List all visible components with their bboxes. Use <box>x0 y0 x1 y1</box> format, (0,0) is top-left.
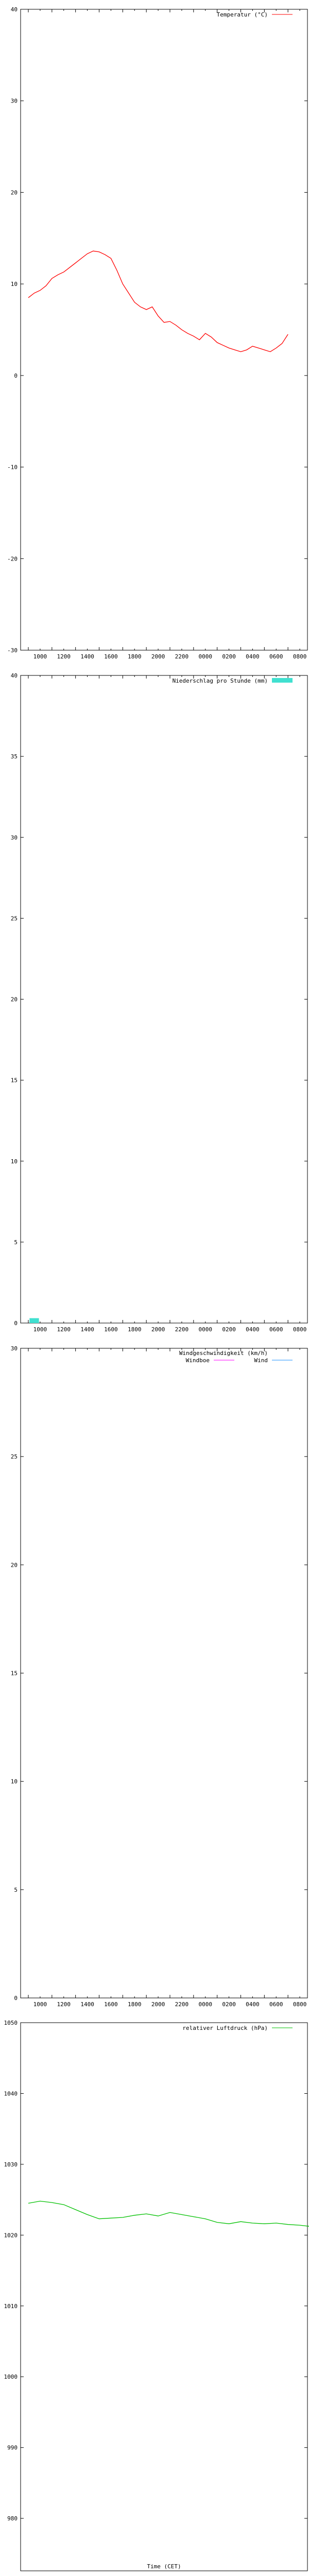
legend-label: Temperatur (°C) <box>216 11 268 18</box>
x-tick-label: 0200 <box>222 2001 236 2008</box>
y-tick-label: 20 <box>10 1562 18 1569</box>
plot-frame <box>21 2023 307 2571</box>
plot-frame <box>21 675 307 1323</box>
x-tick-label: 2000 <box>151 1326 165 1333</box>
x-tick-label: 1600 <box>104 1326 118 1333</box>
x-tick-label: 0400 <box>246 2001 260 2008</box>
x-tick-label: 1000 <box>33 1326 47 1333</box>
series-line <box>28 251 288 352</box>
y-tick-label: 25 <box>10 915 18 922</box>
x-tick-label: 0600 <box>269 2001 283 2008</box>
x-tick-label: 1000 <box>33 2001 47 2008</box>
chart-wind <box>11 1345 309 2008</box>
y-tick-label: -10 <box>7 464 18 471</box>
x-tick-label: 1000 <box>33 653 47 660</box>
x-tick-label: 0000 <box>198 1326 212 1333</box>
x-tick-label: 0000 <box>198 653 212 660</box>
x-tick-label: 0800 <box>293 1326 307 1333</box>
y-tick-label: -30 <box>7 647 18 654</box>
x-tick-label: 2000 <box>151 653 165 660</box>
y-tick-label: 990 <box>7 2444 18 2451</box>
legend-swatch <box>272 678 293 683</box>
chart-title: Windgeschwindigkeit (km/h) <box>179 1350 268 1357</box>
x-tick-label: 1400 <box>80 653 94 660</box>
x-tick-label: 1800 <box>128 2001 142 2008</box>
y-tick-label: 10 <box>10 281 18 288</box>
x-tick-label: 2200 <box>175 1326 189 1333</box>
x-tick-label: 1600 <box>104 2001 118 2008</box>
x-tick-label: 1200 <box>57 653 71 660</box>
y-tick-label: 40 <box>10 672 18 679</box>
y-tick-label: 30 <box>10 834 18 841</box>
x-tick-label: 1600 <box>104 653 118 660</box>
x-tick-label: 1200 <box>57 2001 71 2008</box>
y-tick-label: 1020 <box>4 2232 18 2239</box>
x-tick-label: 0800 <box>293 2001 307 2008</box>
bar <box>29 1318 39 1323</box>
y-tick-label: 15 <box>10 1077 18 1084</box>
x-tick-label: 0200 <box>222 653 236 660</box>
x-axis-label: Time (CET) <box>147 2563 181 2570</box>
x-tick-label: 1400 <box>80 1326 94 1333</box>
x-tick-label: 0800 <box>293 653 307 660</box>
x-tick-label: 1800 <box>128 653 142 660</box>
y-tick-label: -20 <box>7 555 18 563</box>
y-tick-label: 20 <box>10 189 18 196</box>
y-tick-label: 35 <box>10 753 18 760</box>
y-tick-label: 30 <box>10 97 18 105</box>
y-tick-label: 5 <box>14 1239 18 1246</box>
y-tick-label: 1010 <box>4 2302 18 2310</box>
y-tick-label: 25 <box>10 1453 18 1461</box>
x-tick-label: 1200 <box>57 1326 71 1333</box>
x-tick-label: 0200 <box>222 1326 236 1333</box>
plot-frame <box>21 9 307 650</box>
y-tick-label: 40 <box>10 6 18 13</box>
x-tick-label: 0600 <box>269 1326 283 1333</box>
y-tick-label: 1050 <box>4 2020 18 2026</box>
y-tick-label: 15 <box>10 1670 18 1677</box>
y-tick-label: 20 <box>10 996 18 1003</box>
y-tick-label: 10 <box>10 1158 18 1165</box>
x-tick-label: 2000 <box>151 2001 165 2008</box>
y-tick-label: 0 <box>14 372 18 379</box>
x-tick-label: 0000 <box>198 2001 212 2008</box>
y-tick-label: 1000 <box>4 2374 18 2381</box>
y-tick-label: 0 <box>14 1995 18 2002</box>
series-line <box>28 2201 309 2226</box>
chart-rain <box>11 672 309 1333</box>
y-tick-label: 1040 <box>4 2090 18 2097</box>
x-tick-label: 1400 <box>80 2001 94 2008</box>
plot-frame <box>21 1348 307 1998</box>
x-tick-label: 2200 <box>175 2001 189 2008</box>
x-tick-label: 2200 <box>175 653 189 660</box>
y-tick-label: 30 <box>10 1345 18 1352</box>
y-tick-label: 980 <box>7 2515 18 2522</box>
y-tick-label: 5 <box>14 1886 18 1893</box>
x-tick-label: 0600 <box>269 653 283 660</box>
chart-temp <box>7 6 309 660</box>
x-tick-label: 0400 <box>246 653 260 660</box>
x-tick-label: 0400 <box>246 1326 260 1333</box>
y-tick-label: 1030 <box>4 2161 18 2168</box>
chart-pressure <box>4 2020 309 2571</box>
x-tick-label: 1800 <box>128 1326 142 1333</box>
legend-label: Wind <box>254 1357 268 1364</box>
y-tick-label: 10 <box>10 1778 18 1785</box>
legend-label: Niederschlag pro Stunde (mm) <box>172 677 268 684</box>
legend-label: Windboe <box>185 1357 210 1364</box>
y-tick-label: 0 <box>14 1320 18 1327</box>
legend-label: relativer Luftdruck (hPa) <box>182 2025 268 2031</box>
